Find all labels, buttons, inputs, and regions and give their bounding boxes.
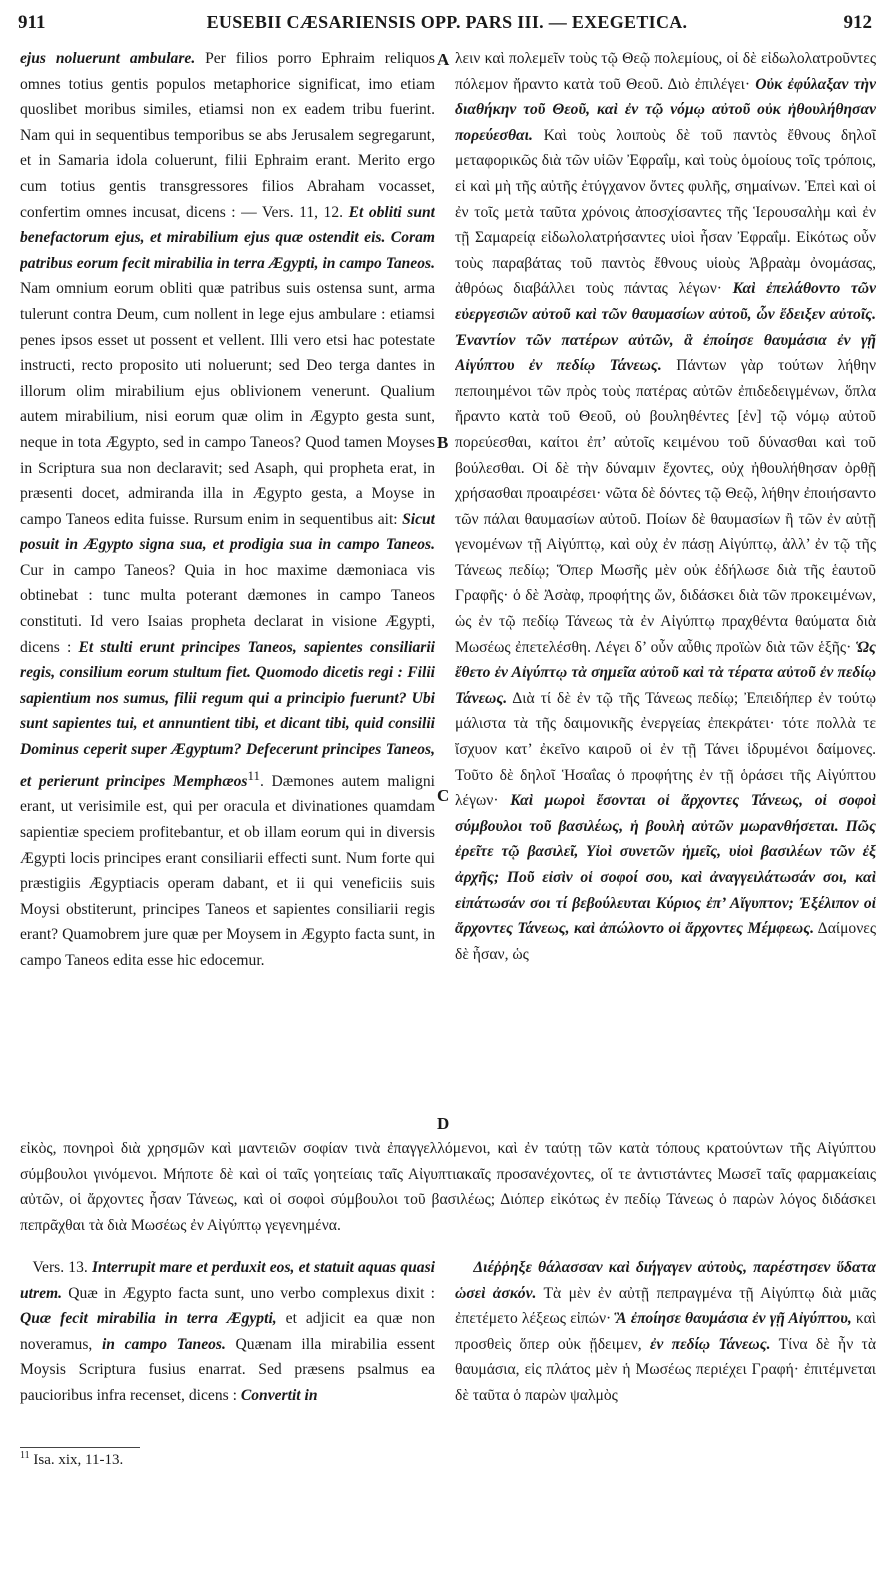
running-head: EUSEBII CÆSARIENSIS OPP. PARS III. — EXEGETICA.: [206, 12, 688, 32]
latin-v13-text-3: Quænam illa mirabilia essent Moysis Scriptura fusius enarrat. Sed præsens psalmus ea paucioribus infra recenset, dicens :: [20, 1335, 435, 1404]
section-marker-a: A: [437, 50, 450, 69]
greek-wide-paragraph: [20, 1136, 876, 1246]
latin-quote-2: Sicut posuit in Ægypto signa sua, et prodigia sua in campo Taneos.: [20, 510, 435, 554]
greek-verse-13: [455, 1255, 876, 1435]
latin-v13-text-2: et adjicit ea quæ non noveramus,: [20, 1310, 435, 1353]
latin-text-3: Cur in campo Taneos? Quia in hoc maxime dæmoniaca vis obtinebat : tunc multa poterant dæmones in campo Taneos constituti. Id vero Isaias propheta declarat in visione Ægypti, dicens :: [20, 561, 435, 656]
footnote: [20, 1450, 435, 1469]
latin-v13-quote-3: in campo Taneos.: [101, 1335, 226, 1353]
latin-text-2: Nam omnium eorum obliti quæ patribus suis ostensa sunt, arma tulerunt contra Deum, cum nollent in lege ejus ambulare : etiamsi penes ipsos esset ut possent et vellent. Illi vero etsi hac potestate instructi, recto proposito uti noluerunt; sed Deo terga dantes in illorum olim mirabilium ejus oblivionem venerunt. Qualium autem mirabilium, nisi eorum quæ olim in Ægypto gesta sunt, neque in tota Ægypto, sed in campo Taneos? Quod tamen Moyses in Scriptura sua non declaravit; sed Asaph, qui propheta erat, in præsenti docet, admiranda illa in Ægypto gesta, a Moyse in campo Taneos edita fuisse. Rursum enim in sequentibus ait:: [20, 280, 435, 528]
footnote-number: 11: [20, 1450, 30, 1461]
greek-quote-1: Οὐκ ἐφύλαξαν τὴν διαθήκην τοῦ Θεοῦ, καὶ ἐν τῷ νόμῳ αὐτοῦ οὐκ ἠθουλήθησαν πορεύεσθαι.: [455, 75, 876, 144]
footnote-divider: [20, 1447, 140, 1448]
latin-v13-quote-1: Interrupit mare et perduxit eos, et statuit aquas quasi utrem.: [20, 1259, 435, 1302]
greek-quote-4: Καὶ μωροὶ ἔσονται οἱ ἄρχοντες Τάνεως, οἱ σοφοὶ σύμβουλοι τοῦ βασιλέως, ἡ βουλὴ αὐτῶν μωρανθήσεται. Πῶς ἐρεῖτε τῷ βασιλεῖ, Υἱοὶ συνετῶν ἡμεῖς, υἱοὶ βασιλέων τῶν ἐξ ἀρχῆς; Ποῦ εἰσὶν οἱ σοφοί σου, καὶ ἀναγγειλάτωσάν σοι, καὶ εἰπάτωσάν σοι τί βεβούλευται Κύριος ἐπ’ Αἴγυπτον; Ἐξέλιπον οἱ ἄρχοντες Τάνεως, καὶ ἀπώλοντο οἱ ἄρχοντες Μέμφεως.: [455, 792, 876, 938]
latin-quote-1: Et obliti sunt benefactorum ejus, et mirabilium ejus quæ ostendit eis. Coram patribus eorum fecit mirabilia in terra Ægypti, in campo Taneos.: [20, 203, 435, 272]
latin-v13-quote-4: Convertit in: [240, 1386, 318, 1404]
latin-lead-italic: ejus noluerunt ambulare.: [20, 50, 196, 67]
greek-quote-3: Ὡς ἔθετο ἐν Αἰγύπτῳ τὰ σημεῖα αὐτοῦ καὶ τὰ τέρατα αὐτοῦ ἐν πεδίῳ Τάνεως.: [455, 638, 876, 707]
page-number-left: 911: [18, 12, 46, 33]
greek-v13-text-2: καὶ προσθεὶς ὅπερ οὐκ ᾔδειμεν,: [455, 1310, 876, 1353]
verse-label: Vers. 13.: [32, 1259, 88, 1276]
latin-v13-text-1: Quæ in Ægypto facta sunt, uno verbo complexus dixit :: [62, 1284, 435, 1302]
greek-v13-text-1: Τὰ μὲν ἐν αὐτῇ πεπραγμένα τῇ Αἰγύπτῳ διὰ μιᾶς ἐπετέμετο λέξεως εἰπών·: [455, 1284, 876, 1328]
latin-verse-13: [20, 1255, 435, 1435]
latin-quote-3: Et stulti erunt principes Taneos, sapientes consiliarii regis, consilium eorum stultum fiet. Quomodo dicetis regi : Filii sapientium nos sumus, filii regum qui a principio fuerunt? Ubi sunt sapientes tui, et annuntient tibi, et dicant tibi, quid consilii Dominus ceperit super Ægyptum? Defecerunt principes Taneos, et perierunt principes Memphæos: [20, 638, 435, 790]
greek-v13-quote-3: ἐν πεδίῳ Τάνεως.: [649, 1335, 771, 1353]
page-number-right: 912: [843, 12, 872, 33]
footnote-reference: 11: [247, 767, 260, 783]
page-header: [0, 10, 894, 38]
greek-text-5: Δαίμονες δὲ ἦσαν, ὡς: [455, 920, 876, 963]
greek-v13-text-3: Τίνα δὲ ἦν τὰ θαυμάσια, εἰς πλάτος μὲν ἡ Μωσέως περιέχει Γραφή· ἐπιτέμνεται δὲ ταῦτα ὁ παρὼν ψαλμὸς: [455, 1335, 876, 1404]
latin-v13-quote-2: Quæ fecit mirabilia in terra Ægypti,: [20, 1310, 277, 1328]
greek-text-1: λειν καὶ πολεμεῖν τοὺς τῷ Θεῷ πολεμίους, οἱ δὲ εἰδωλολατροῦντες πόλεμον ἤραντο κατὰ τοῦ Θεοῦ. Διὸ ἐπιλέγει·: [455, 50, 876, 93]
section-marker-c: C: [437, 786, 450, 805]
section-marker-d: D: [437, 1114, 450, 1133]
greek-column: [455, 46, 876, 1122]
footnote-text: Isa. xix, 11-13.: [29, 1452, 124, 1468]
greek-quote-2: Καὶ ἐπελάθοντο τῶν εὐεργεσιῶν αὐτοῦ καὶ τῶν θαυμασίων αὐτοῦ, ὧν ἔδειξεν αὐτοῖς. Ἐναντίον τῶν πατέρων αὐτῶν, ἃ ἐποίησε θαυμάσια ἐν γῇ Αἰγύπτου ἐν πεδίῳ Τάνεως.: [455, 280, 876, 375]
latin-text-1: Per filios porro Ephraim reliquos omnes totius gentis populos metaphorice significat, imo etiam quoslibet moribus similes, etiamsi non ex eadem tribu fuerint. Nam qui in sequentibus temporibus se abs Jerusalem segregarunt, et in Samaria idola coluerunt, filii Ephraim erant. Merito ergo cum totius gentis transgressores filios Abraham vocasset, confertim omnes incusat, dicens : — Vers. 11, 12.: [20, 50, 435, 221]
latin-text-4: . Dæmones autem maligni erant, ut verisimile est, qui per oracula et divinationes quamdam sapientiæ speciem profitebantur, et ob illam eorum qui in diversis Ægypti locis principes erant consiliarii effecti sunt. Num forte qui præstigiis Ægyptiacis operam dabant, et ii qui veneficiis suis Moysi obstiterunt, principes Taneos et sapientes consiliarii regis erant? Quamobrem jure quæ per Moysem in Ægypto facta sunt, in campo Taneos edita esse hic edocemur.: [20, 772, 435, 969]
greek-wide-text: εἰκὸς, πονηροὶ διὰ χρησμῶν καὶ μαντειῶν σοφίαν τινὰ ἐπαγγελλόμενοι, καὶ ἐν ταύτῃ τῶν κατὰ τόπους κρατούντων τῆς Αἰγύπτου σύμβουλοι γινόμενοι. Μήποτε δὲ καὶ οἱ ταῖς γοητείαις ταῖς Αἰγυπτιακαῖς προσανέχοντες, οἵ τε ἀντιστάντες Μωσεῖ ταῖς φαρμακείαις αὐτῶν, οἱ ἄρχοντες ἦσαν Τάνεως, καὶ οἱ σοφοὶ σύμβουλοι τοῦ βασιλέως; Διόπερ εἰκότως ἐν πεδίῳ Τάνεως ὁ παρὼν λόγος διδάσκει πεπρᾶχθαι τὰ διὰ Μωσέως ἐν Αἰγύπτῳ γεγενημένα.: [20, 1140, 876, 1234]
section-marker-b: B: [437, 433, 449, 452]
latin-column: [20, 46, 435, 1122]
greek-text-3: Πάντων γὰρ τούτων λήθην πεποιημένοι τῶν πρὸς τοὺς πατέρας αὐτῶν ἐπιδεδειγμένων, ὅπλα ἤραντο κατὰ τοῦ Θεοῦ, οὐ βουληθέντες [ἐν] τῷ νόμῳ αὐτοῦ πορεύεσθαι, καίτοι ἐπ’ αὐτοῖς κειμένου τοῦ δύνασθαι καὶ τοῦ βούλεσθαι. Οἱ δὲ τὴν δύναμιν ἔχοντες, οὐχ ἠθουλήθησαν ὀρθῇ χρήσασθαι προαιρέσει· νῶτα δὲ δόντες τῷ Θεῷ, λήθην ἐποιήσαντο τῶν πάλαι θαυμασίων αὐτοῦ. Ποίων δὲ θαυμασίων ἢ τῶν ἐν αὐτῇ γενομένων τῇ Αἰγύπτῳ, καὶ οὐχ ἐν πάσῃ Αἰγύπτῳ, ἀλλ’ ἐν τῷ τῆς Τάνεως πεδίῳ; Ὅπερ Μωσῆς μὲν οὐκ ἐδήλωσε διὰ τῆς ἑαυτοῦ Γραφῆς· ὁ δὲ Ἀσὰφ, προφήτης ὤν, διδάσκει διὰ τῶν προκειμένων, ὡς ἐν τῷ πεδίῳ Τάνεως τὰ ἐν Αἰγύπτῳ πραχθέντα θαύματα διὰ Μωσέως ἐπετελέσθη. Λέγει δ’ οὖν αὖθις προϊὼν διὰ τῶν ἑξῆς·: [455, 357, 876, 656]
greek-v13-quote-1: Διέῤῥηξε θάλασσαν καὶ διήγαγεν αὐτοὺς, παρέστησεν ὕδατα ὡσεὶ ἀσκόν.: [455, 1259, 876, 1302]
greek-v13-quote-2: Ἃ ἐποίησε θαυμάσια ἐν γῇ Αἰγύπτου,: [615, 1310, 852, 1328]
greek-text-4: Διὰ τί δὲ ἐν τῷ τῆς Τάνεως πεδίῳ; Ἐπειδήπερ ἐν τούτῳ μάλιστα τὰ τῆς δαιμονικῆς ἐνεργείας ἐπεκράτει· τότε πολλὰ τε ἴσχυον κατ’ ἐκεῖνο καιροῦ οἱ ἐν τῇ Τάνει ἱδρυμένοι δαίμονες. Τοῦτο δὲ δηλοῖ Ἡσαΐας ὁ προφήτης ἐν τῇ ὁράσει τῆς Αἰγύπτου λέγων·: [455, 689, 876, 810]
greek-text-2: Καὶ τοὺς λοιποὺς δὲ τοῦ παντὸς ἔθνους δηλοῖ μεταφορικῶς διὰ τῶν υἱῶν Ἐφραΐμ, καὶ τοὺς ὁμοίους τοῖς τρόποις, εἰ καὶ μὴ τῆς αὐτῆς ἐτύγχανον ὄντες φυλῆς, σημαίνων. Ἐπεὶ καὶ οἱ ἐν τοῖς μετὰ ταῦτα χρόνοις ἀποσχίσαντες τῆς Ἱερουσαλὴμ καὶ ἐν τῇ Σαμαρείᾳ εἰδωλολατρήσαντες υἱοὶ ἦσαν Ἐφραΐμ. Εἰκότως οὖν τοὺς παραβάτας τοῦ παντὸς ἔθνους υἱοὺς Ἀβραὰμ ὀνομάσας, ἀθρόως διαβάλλει τοὺς πάντας λέγων·: [455, 126, 876, 298]
